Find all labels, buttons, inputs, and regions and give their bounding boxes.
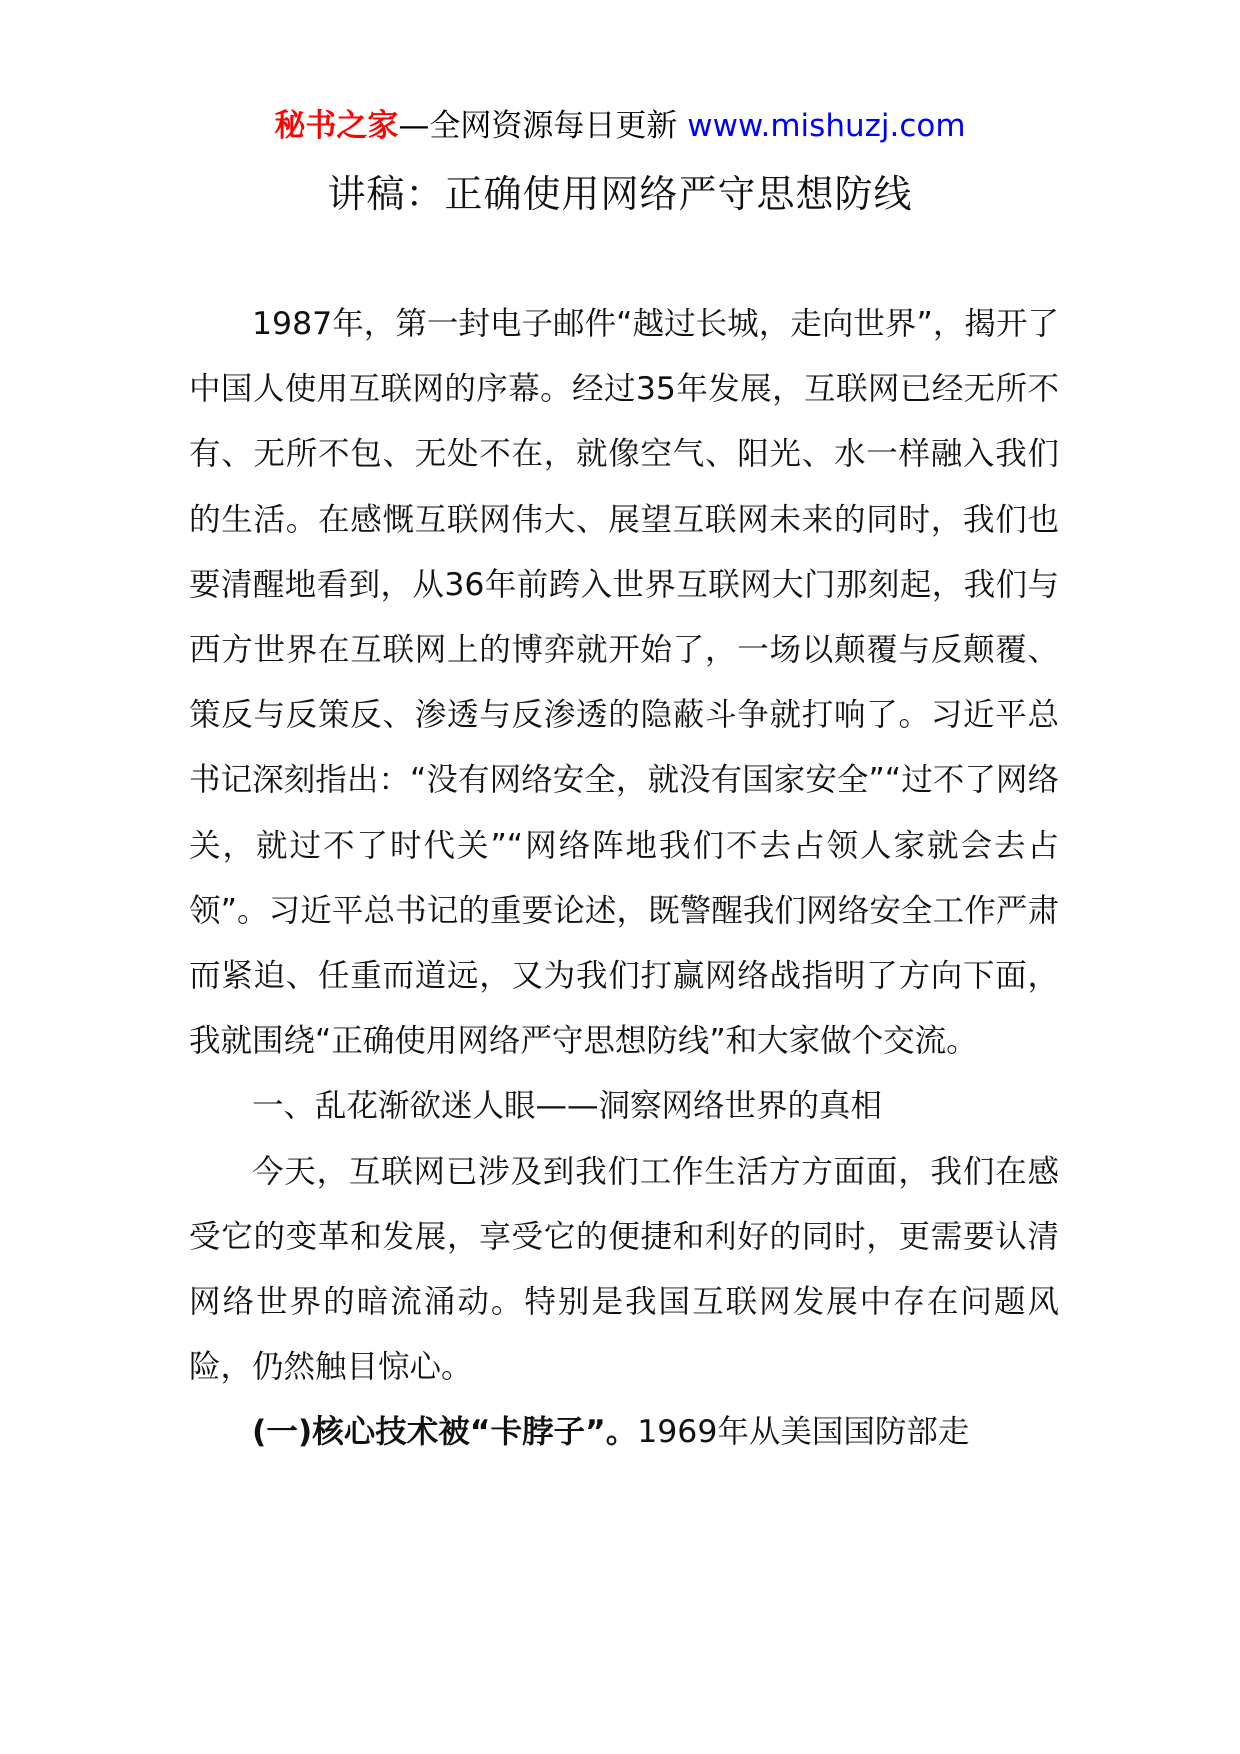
paragraph-section-intro: 今天，互联网已涉及到我们工作生活方方面面，我们在感受它的变革和发展，享受它的便捷和利好的同时，更需要认清网络世界的暗流涌动。特别是我国互联网发展中存在问题风险，仍然触目惊心。 (189, 1153, 1059, 1386)
site-header (0, 104, 1240, 148)
subsection-heading: (一)核心技术被“卡脖子”。 (252, 1414, 638, 1451)
brand-name: 秘书之家 (274, 108, 399, 144)
paragraph-core-tech (189, 1400, 1059, 1465)
section-heading: 一、乱花渐欲迷人眼——洞察网络世界的真相 (252, 1088, 883, 1125)
document-title: 讲稿：正确使用网络严守思想防线 (327, 172, 913, 216)
document-body (189, 292, 1059, 1466)
site-url-link[interactable]: www.mishuzj.com (687, 108, 966, 144)
subsection-text: 1969年从美国国防部走 (637, 1414, 970, 1451)
header-tagline: —全网资源每日更新 (398, 108, 678, 144)
paragraph-intro: 1987年，第一封电子邮件“越过长城，走向世界”，揭开了中国人使用互联网的序幕。经过35年发展，互联网已经无所不有、无所不包、无处不在，就像空气、阳光、水一样融入我们的生活。在感慨互联网伟大、展望互联网未来的同时，我们也要清醒地看到，从36年前跨入世界互联网大门那刻起，我们与西方世界在互联网上的博弈就开始了，一场以颠覆与反颠覆、策反与反策反、渗透与反渗透的隐蔽斗争就打响了。习近平总书记深刻指出：“没有网络安全，就没有国家安全”“过不了网络关，就过不了时代关”“网络阵地我们不去占领人家就会去占领”。习近平总书记的重要论述，既警醒我们网络安全工作严肃而紧迫、任重而道远，又为我们打赢网络战指明了方向下面，我就围绕“正确使用网络严守思想防线”和大家做个交流。 (189, 306, 1059, 1060)
